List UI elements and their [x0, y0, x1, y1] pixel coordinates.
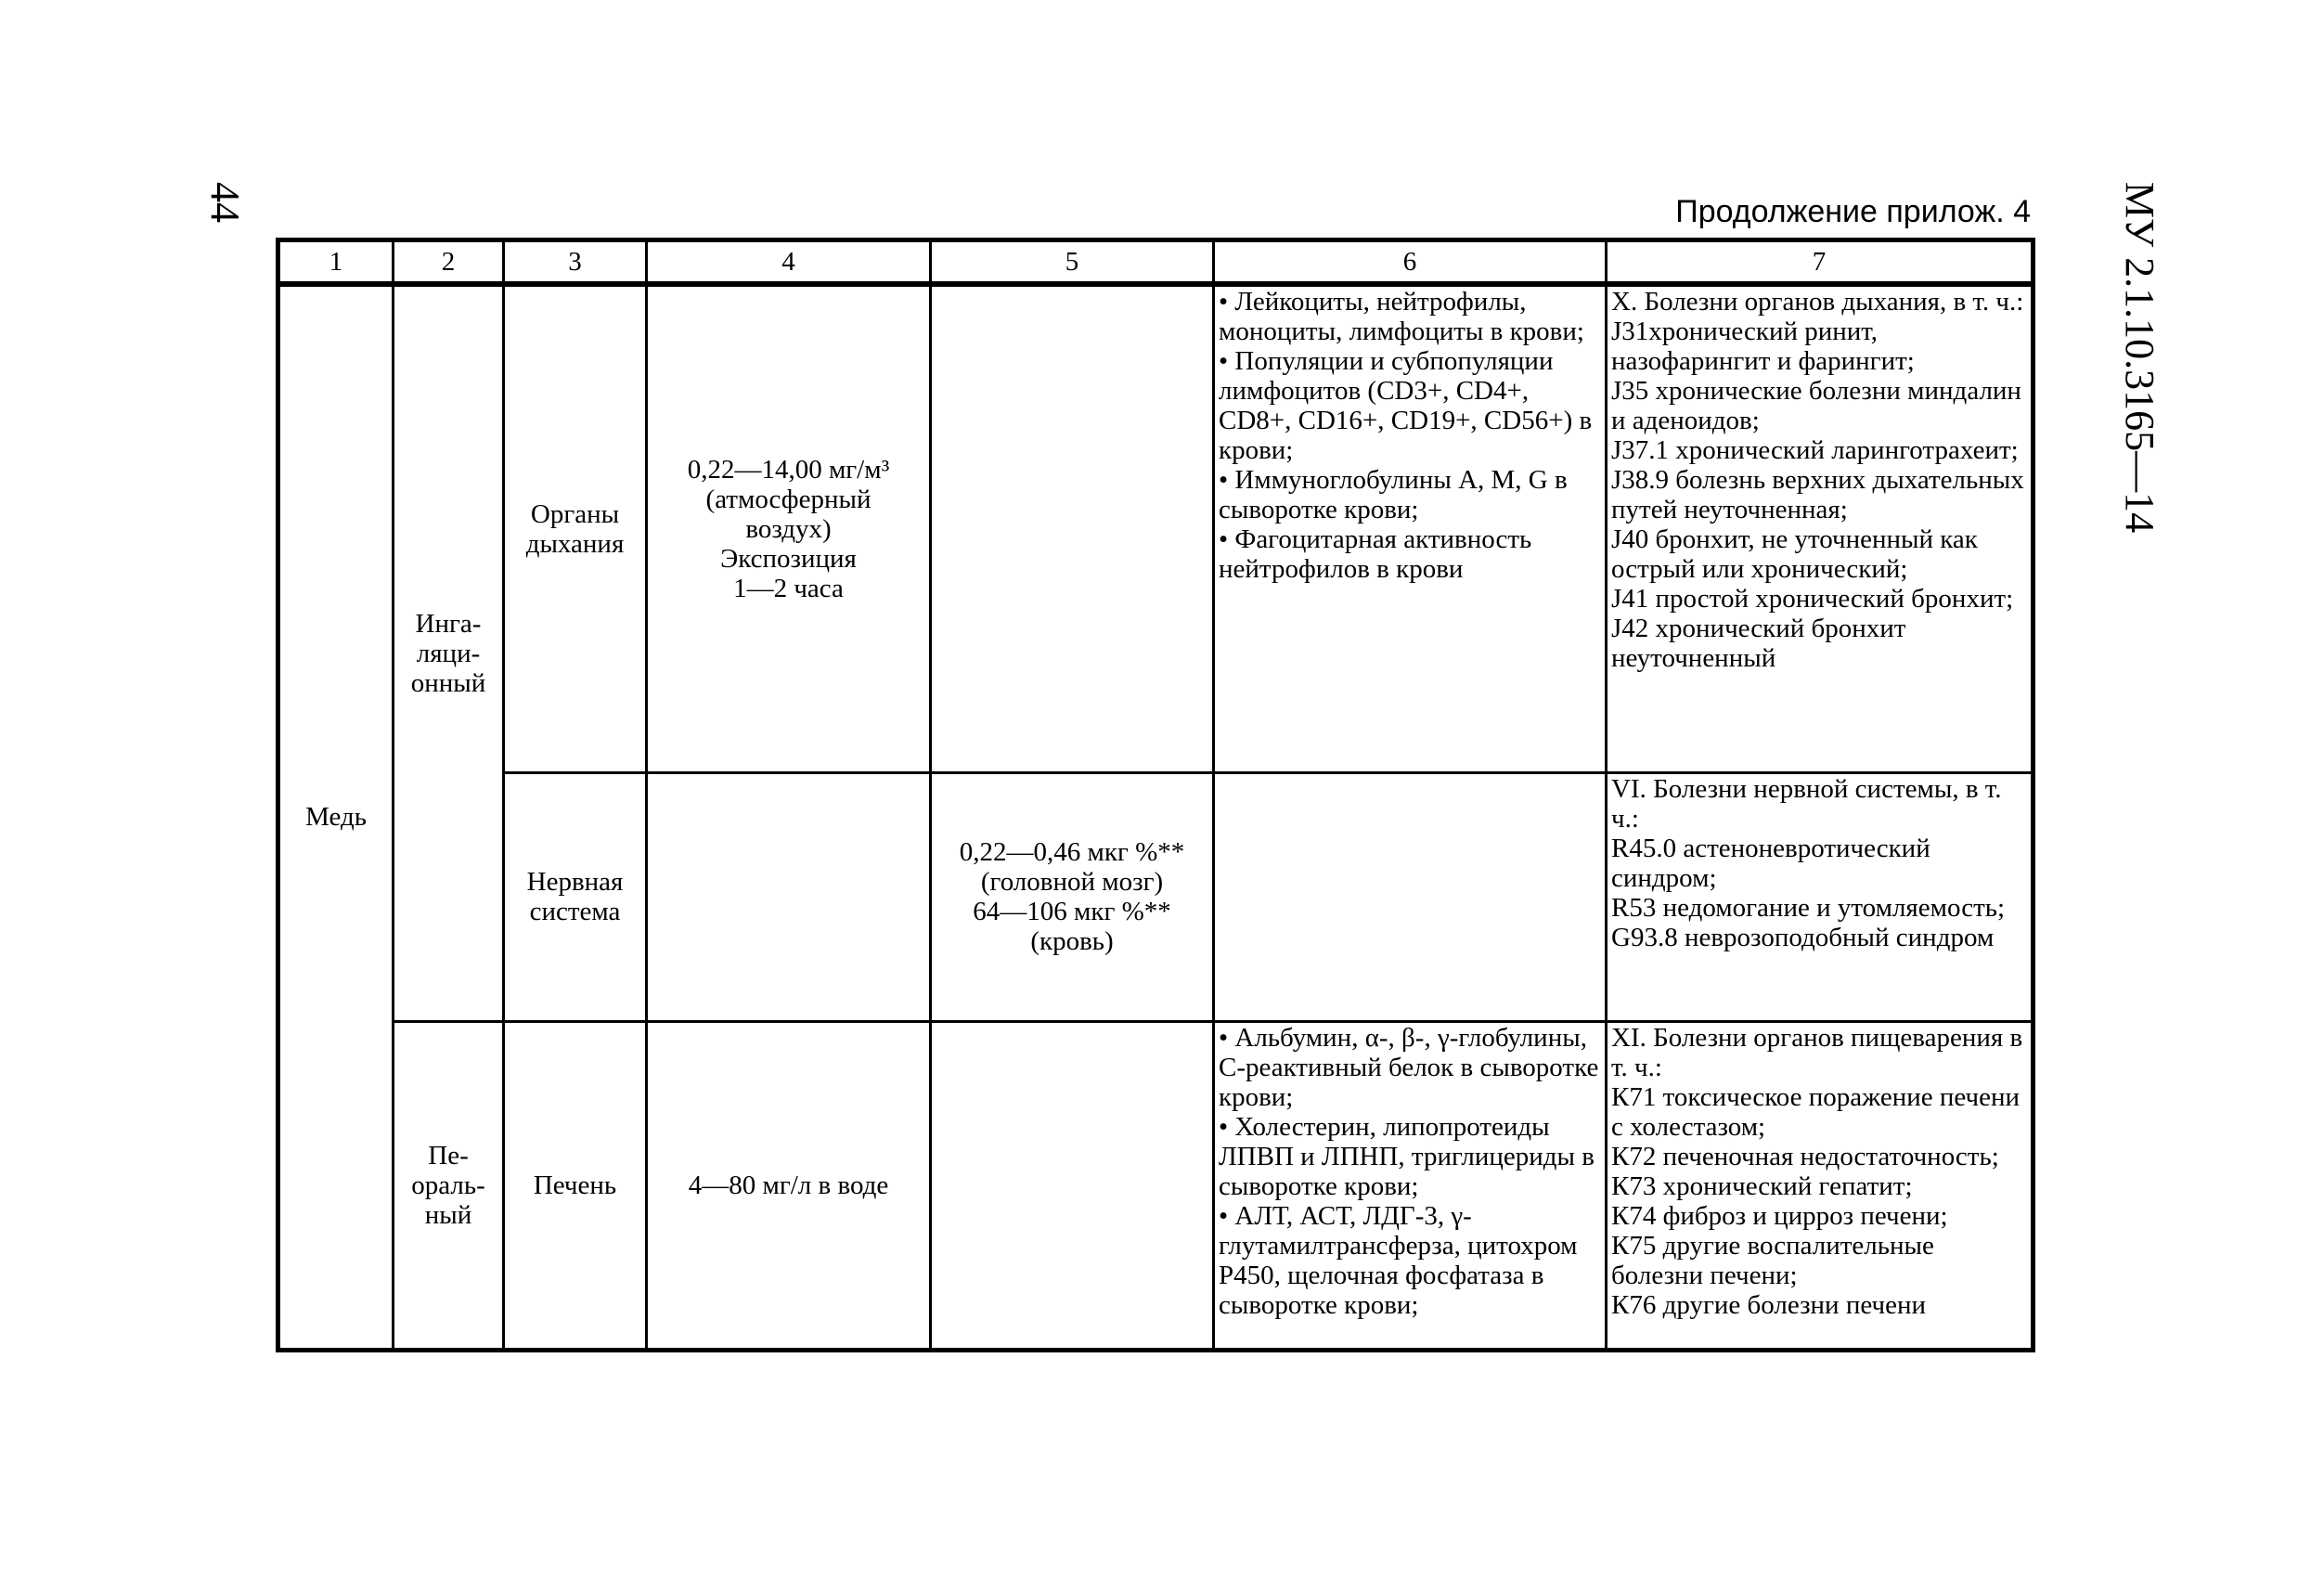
diseases-cell: [1607, 772, 2034, 1021]
cell-line: X. Болезни органов дыхания, в т. ч.:: [1611, 287, 2024, 317]
cell-line: К72 печеночная недостаточность;: [1611, 1141, 1999, 1171]
biomarker-level-cell: [931, 1021, 1214, 1350]
cell-line: ораль-: [411, 1170, 485, 1200]
route-cell: [394, 1021, 504, 1350]
cell-line: 64—106 мкг %**: [973, 897, 1171, 926]
column-header: 2: [394, 240, 504, 285]
cell-line: G93.8 неврозоподобный синдром: [1611, 922, 1995, 952]
table-row: [278, 772, 2034, 1021]
organ-cell: [504, 284, 647, 772]
exposure-cell: [647, 1021, 931, 1350]
cell-line: • Популяции и субпопуляции лимфоцитов (CD3+, CD4+, CD8+, CD16+, CD19+, CD56+) в крови;: [1219, 346, 1593, 465]
cell-line: Инга-: [415, 608, 482, 639]
cell-line: система: [529, 897, 621, 926]
cell-line: К73 хронический гепатит;: [1611, 1171, 1913, 1201]
cell-line: J37.1 хронический ларинготрахеит;: [1611, 435, 2019, 465]
substance-cell: Медь: [278, 284, 394, 1350]
cell-line: 0,22—0,46 мкг %**: [959, 837, 1185, 867]
column-header: 4: [647, 240, 931, 285]
cell-line: • Холестерин, липопротеиды ЛПВП и ЛПНП, триглицериды в сыворотке крови;: [1219, 1111, 1595, 1201]
cell-line: Нервная: [526, 867, 624, 897]
diseases-cell: [1607, 284, 2034, 772]
cell-line: К74 фиброз и цирроз печени;: [1611, 1200, 1948, 1231]
table-row: [278, 1021, 2034, 1350]
cell-line: • Фагоцитарная активность нейтрофилов в крови: [1219, 524, 1532, 584]
cell-line: Органы: [530, 498, 620, 529]
column-header: 1: [278, 240, 394, 285]
cell-line: J31хронический ринит, назофарингит и фарингит;: [1611, 317, 1915, 376]
cell-line: К75 другие воспалительные болезни печени;: [1611, 1230, 1934, 1290]
biomarker-level-cell: [931, 772, 1214, 1021]
page-number: 44: [202, 182, 248, 223]
indicators-cell: [1214, 284, 1607, 772]
cell-line: R53 недомогание и утомляемость;: [1611, 892, 2006, 923]
cell-line: воздух): [745, 513, 832, 544]
table-row: [278, 284, 2034, 772]
column-header: 5: [931, 240, 1214, 285]
column-header: 3: [504, 240, 647, 285]
cell-line: J38.9 болезнь верхних дыхательных путей неуточненная;: [1611, 465, 2024, 524]
cell-line: (головной мозг): [980, 867, 1164, 897]
cell-line: 4—80 мг/л в воде: [688, 1170, 889, 1200]
cell-line: Пе-: [428, 1140, 469, 1171]
cell-line: XI. Болезни органов пищеварения в т. ч.:: [1611, 1022, 2023, 1082]
cell-line: J41 простой хронический бронхит;: [1611, 584, 2014, 614]
organ-cell: [504, 1021, 647, 1350]
cell-line: J35 хронические болезни миндалин и аденоидов;: [1611, 376, 2021, 435]
cell-line: R45.0 астеноневротический синдром;: [1611, 833, 1930, 893]
organ-cell: [504, 772, 647, 1021]
diseases-cell: [1607, 1021, 2034, 1350]
exposure-cell: [647, 772, 931, 1021]
document-code: МУ 2.1.10.3165—14: [2117, 181, 2163, 534]
cell-line: Экспозиция: [720, 543, 857, 574]
cell-line: VI. Болезни нервной системы, в т. ч.:: [1611, 773, 2002, 834]
cell-line: • Иммуноглобулины А, М, G в сыворотке крови;: [1219, 465, 1568, 524]
indicators-cell: [1214, 772, 1607, 1021]
cell-line: К76 другие болезни печени: [1611, 1289, 1926, 1320]
indicators-cell: [1214, 1021, 1607, 1350]
cell-line: • Лейкоциты, нейтрофилы, моноциты, лимфоциты в крови;: [1219, 287, 1584, 346]
column-header: 6: [1214, 240, 1607, 285]
cell-line: К71 токсическое поражение печени с холестазом;: [1611, 1081, 2021, 1142]
cell-line: Печень: [533, 1170, 617, 1200]
cell-line: • АЛТ, АСТ, ЛДГ-3, γ-глутамилтрансферза, цитохром Р450, щелочная фосфатаза в сыворотке крови;: [1219, 1200, 1578, 1320]
exposure-cell: [647, 284, 931, 772]
route-cell: [394, 284, 504, 1021]
cell-line: онный: [410, 667, 486, 698]
column-header: 7: [1607, 240, 2034, 285]
cell-line: ный: [424, 1199, 472, 1230]
cell-line: (атмосферный: [705, 484, 872, 514]
cell-line: J42 хронический бронхит неуточненный: [1611, 614, 1906, 673]
cell-line: J40 бронхит, не уточненный как острый или хронический;: [1611, 524, 1978, 584]
cell-line: 1—2 часа: [733, 573, 844, 603]
header-row: [278, 240, 2034, 285]
biomarker-level-cell: [931, 284, 1214, 772]
appendix-table: [276, 238, 2035, 1352]
cell-line: 0,22—14,00 мг/м³: [687, 454, 890, 485]
cell-line: • Альбумин, α-, β-, γ-глобулины, С-реактивный белок в сыворотке крови;: [1219, 1022, 1599, 1112]
continuation-caption: Продолжение прилож. 4: [1675, 194, 2031, 229]
cell-line: ляци-: [416, 638, 481, 668]
cell-line: дыхания: [525, 528, 625, 559]
cell-line: (кровь): [1030, 926, 1114, 956]
